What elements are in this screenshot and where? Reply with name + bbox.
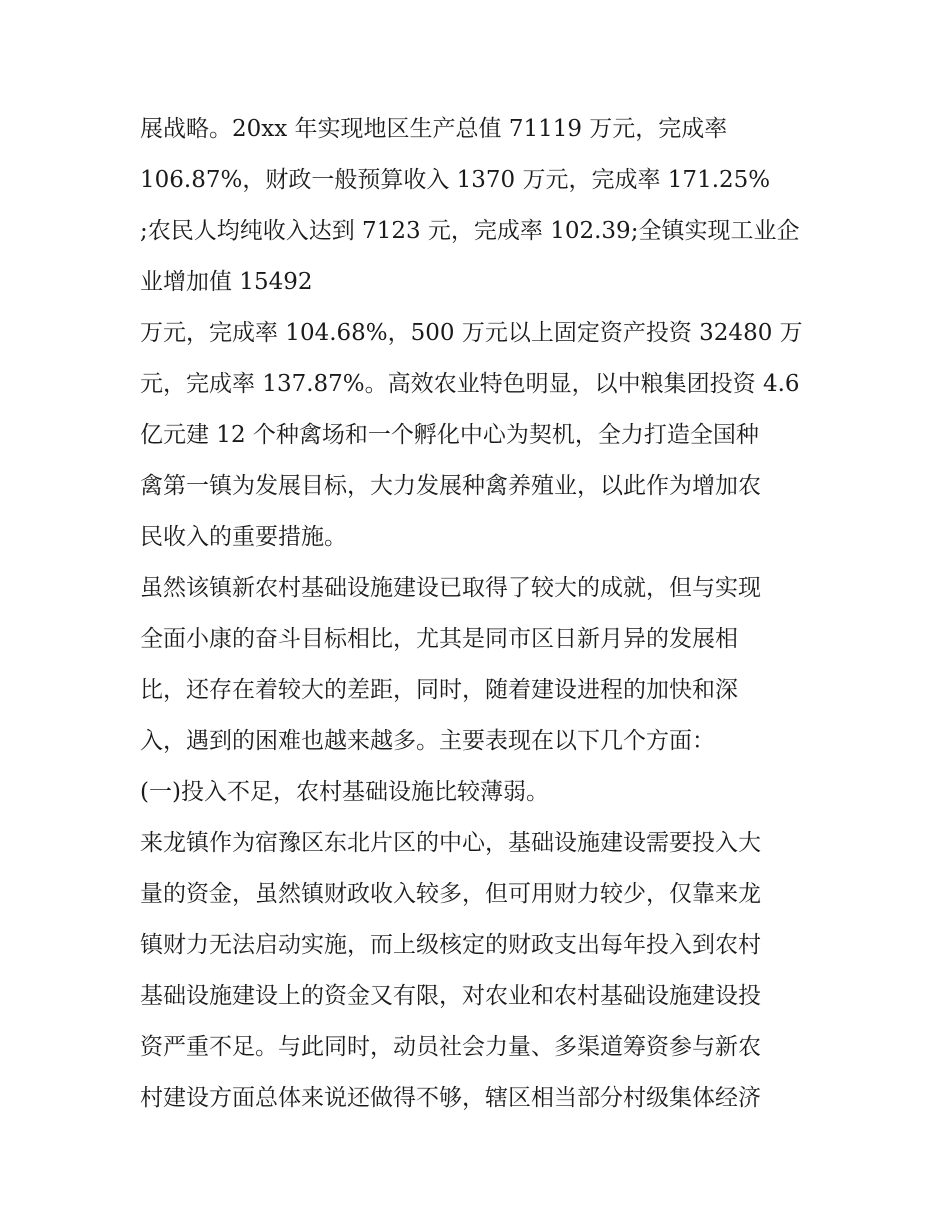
text-line: 业增加值 15492	[140, 269, 313, 295]
text-line: 106.87%，财政一般预算收入 1370 万元，完成率 171.25%	[140, 167, 771, 193]
text-line: 元，完成率 137.87%。高效农业特色明显，以中粮集团投资 4.6	[140, 371, 800, 397]
text-line: ;农民人均纯收入达到 7123 元，完成率 102.39;全镇实现工业企	[140, 218, 800, 244]
text-line: 村建设方面总体来说还做得不够，辖区相当部分村级集体经济	[140, 1085, 761, 1111]
text-line: 民收入的重要措施。	[140, 524, 347, 550]
section-heading: (一)投入不足，农村基础设施比较薄弱。	[140, 779, 549, 805]
text-line: 入，遇到的困难也越来越多。主要表现在以下几个方面：	[140, 728, 715, 754]
text-line: 展战略。20xx 年实现地区生产总值 71119 万元，完成率	[140, 116, 728, 142]
text-line: 万元，完成率 104.68%，500 万元以上固定资产投资 32480 万	[140, 320, 803, 346]
text-line: 禽第一镇为发展目标，大力发展种禽养殖业，以此作为增加农	[140, 473, 761, 499]
text-line: 镇财力无法启动实施，而上级核定的财政支出每年投入到农村	[140, 932, 761, 958]
text-line: 资严重不足。与此同时，动员社会力量、多渠道筹资参与新农	[140, 1034, 761, 1060]
text-line: 来龙镇作为宿豫区东北片区的中心，基础设施建设需要投入大	[140, 830, 761, 856]
text-line: 亿元建 12 个种禽场和一个孵化中心为契机，全力打造全国种	[140, 422, 759, 448]
text-line: 基础设施建设上的资金又有限，对农业和农村基础设施建设投	[140, 983, 761, 1009]
text-line: 比，还存在着较大的差距，同时，随着建设进程的加快和深	[140, 677, 738, 703]
text-line: 虽然该镇新农村基础设施建设已取得了较大的成就，但与实现	[140, 575, 761, 601]
text-line: 全面小康的奋斗目标相比，尤其是同市区日新月异的发展相	[140, 626, 738, 652]
text-line: 量的资金，虽然镇财政收入较多，但可用财力较少，仅靠来龙	[140, 881, 761, 907]
